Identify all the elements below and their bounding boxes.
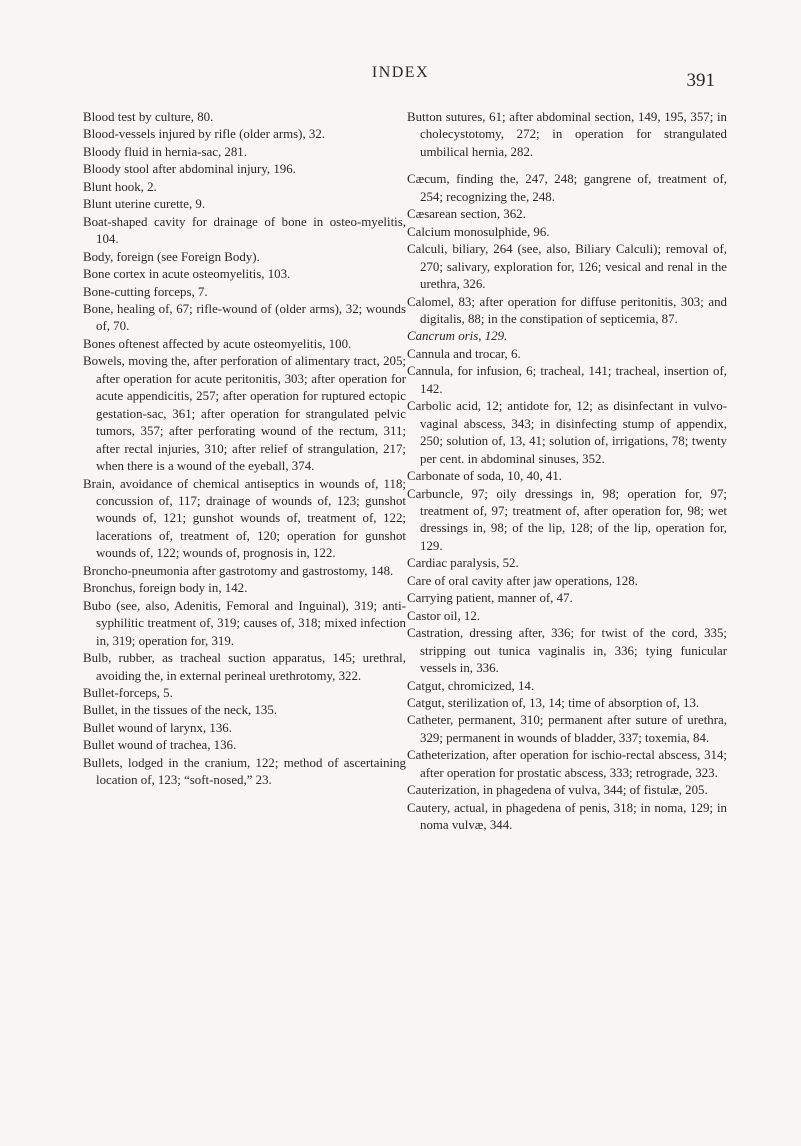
index-entry: Cæcum, finding the, 247, 248; gangrene of, treatment of, 254; recognizing the, 248. xyxy=(407,172,727,204)
index-entry: Blood test by culture, 80. xyxy=(83,110,214,124)
index-entry: Care of oral cavity after jaw operations, 128. xyxy=(407,573,638,588)
index-column-left xyxy=(83,109,406,790)
index-entry: Bullet-forceps, 5. xyxy=(83,685,173,700)
index-entry: Calculi, biliary, 264 (see, also, Biliary Calculi); removal of, 270; salivary, exploration for, 126; vesical and renal in the urethra, 326. xyxy=(407,242,727,292)
index-entry: Bloody fluid in hernia-sac, 281. xyxy=(83,144,247,159)
index-entry: Carbolic acid, 12; antidote for, 12; as disinfectant in vulvo-vaginal abscess, 343; in disinfecting stump of appendix, 250; solution of, 13, 41; solution of, irrigations, 78; twenty per cent. in abdominal sinuses, 352. xyxy=(407,399,727,466)
index-entry: Calcium monosulphide, 96. xyxy=(407,224,550,239)
index-entry: Bone cortex in acute osteomyelitis, 103. xyxy=(83,267,291,282)
index-entry: Cautery, actual, in phagedena of penis, 318; in noma, 129; in noma vulvæ, 344. xyxy=(407,800,727,833)
index-entry: Castration, dressing after, 336; for twist of the cord, 335; stripping out tunica vaginalis in, 336; tying funicular vessels in, 336. xyxy=(407,626,727,676)
index-entry: Bloody stool after abdominal injury, 196. xyxy=(83,162,296,177)
index-entry: Bubo (see, also, Adenitis, Femoral and Inguinal), 319; anti-syphilitic treatment of, 319; causes of, 318; mixed infection in, 319; operation for, 319. xyxy=(83,598,406,648)
index-entry: Catheter, permanent, 310; permanent after suture of urethra, 329; permanent in wounds of bladder, 337; toxemia, 84. xyxy=(407,713,727,745)
index-entry: Carrying patient, manner of, 47. xyxy=(407,591,573,606)
index-entry: Body, foreign (see Foreign Body). xyxy=(83,249,260,264)
index-entry: Blunt uterine curette, 9. xyxy=(83,197,206,212)
index-entry: Bronchus, foreign body in, 142. xyxy=(83,581,248,596)
index-entry: Bone, healing of, 67; rifle-wound of (older arms), 32; wounds of, 70. xyxy=(83,301,406,334)
index-entry: Bowels, moving the, after perforation of alimentary tract, 205; after operation for acute peritonitis, 303; after operation for acute appendicitis, 257; after operation for ruptured ectopic gestation-sac, 361; after operation for strangulated pelvic tumors, 357; after perforating wound of the rectum, 311; after rectal injuries, 310; after relief of strangulation, 217; when there is a wound of the eyeball, 374. xyxy=(83,354,406,474)
index-entry: Catheterization, after operation for ischio-rectal abscess, 314; after operation for prostatic abscess, 333; retrograde, 323. xyxy=(407,748,727,780)
index-entry: Blood-vessels injured by rifle (older arms), 32. xyxy=(83,127,326,142)
index-entry: Castor oil, 12. xyxy=(407,608,481,623)
index-entry: Calomel, 83; after operation for diffuse peritonitis, 303; and digitalis, 88; in the constipation of septicemia, 87. xyxy=(407,294,727,326)
index-entry: Catgut, chromicized, 14. xyxy=(407,678,535,693)
index-entry: Boat-shaped cavity for drainage of bone in osteo-myelitis, 104. xyxy=(83,214,406,247)
index-entry: Bullet wound of trachea, 136. xyxy=(83,738,237,753)
index-entry: Brain, avoidance of chemical antiseptics in wounds of, 118; concussion of, 117; drainage of wounds of, 123; gunshot wounds of, 121; gunshot wounds of, treatment of, 122; lacerations of, treatment of, 120; operation for gunshot wounds of, 122; wounds of, prognosis in, 122. xyxy=(83,476,406,561)
index-entry: Cardiac paralysis, 52. xyxy=(407,556,519,571)
index-entry: Cauterization, in phagedena of vulva, 344; of fistulæ, 205. xyxy=(407,783,708,798)
index-entry: Bullet, in the tissues of the neck, 135. xyxy=(83,703,278,718)
index-entry: Blunt hook, 2. xyxy=(83,179,157,194)
index-entry: Bullet wound of larynx, 136. xyxy=(83,720,232,735)
page-header: INDEX xyxy=(371,64,430,81)
index-entry: Carbuncle, 97; oily dressings in, 98; operation for, 97; treatment of, 97; treatment of, after operation for, 98; wet dressings in, 98; of the lip, 128; of the lip, operation for, 129. xyxy=(407,486,727,553)
index-column-right xyxy=(407,109,727,835)
index-entry: Carbonate of soda, 10, 40, 41. xyxy=(407,469,563,484)
index-entry: Cannula and trocar, 6. xyxy=(407,346,521,361)
index-entry: Broncho-pneumonia after gastrotomy and gastrostomy, 148. xyxy=(83,563,394,578)
index-entry: Bullets, lodged in the cranium, 122; method of ascertaining location of, 123; “soft-nosed,” 23. xyxy=(83,755,406,788)
index-entry: Bones oftenest affected by acute osteomyelitis, 100. xyxy=(83,336,352,351)
index-entry: Button sutures, 61; after abdominal section, 149, 195, 357; in cholecystotomy, 272; in operation for strangulated umbilical hernia, 282. xyxy=(407,110,727,159)
index-entry: Bone-cutting forceps, 7. xyxy=(83,284,208,299)
index-entry: Cannula, for infusion, 6; tracheal, 141; tracheal, insertion of, 142. xyxy=(407,364,727,396)
index-entry: Cæsarean section, 362. xyxy=(407,207,526,222)
index-entry: Bulb, rubber, as tracheal suction apparatus, 145; urethral, avoiding the, in external perineal urethrotomy, 322. xyxy=(83,651,406,683)
index-entry: Catgut, sterilization of, 13, 14; time of absorption of, 13. xyxy=(407,695,700,710)
index-entry: Cancrum oris, 129. xyxy=(407,329,508,344)
page-number: 391 xyxy=(686,70,715,91)
